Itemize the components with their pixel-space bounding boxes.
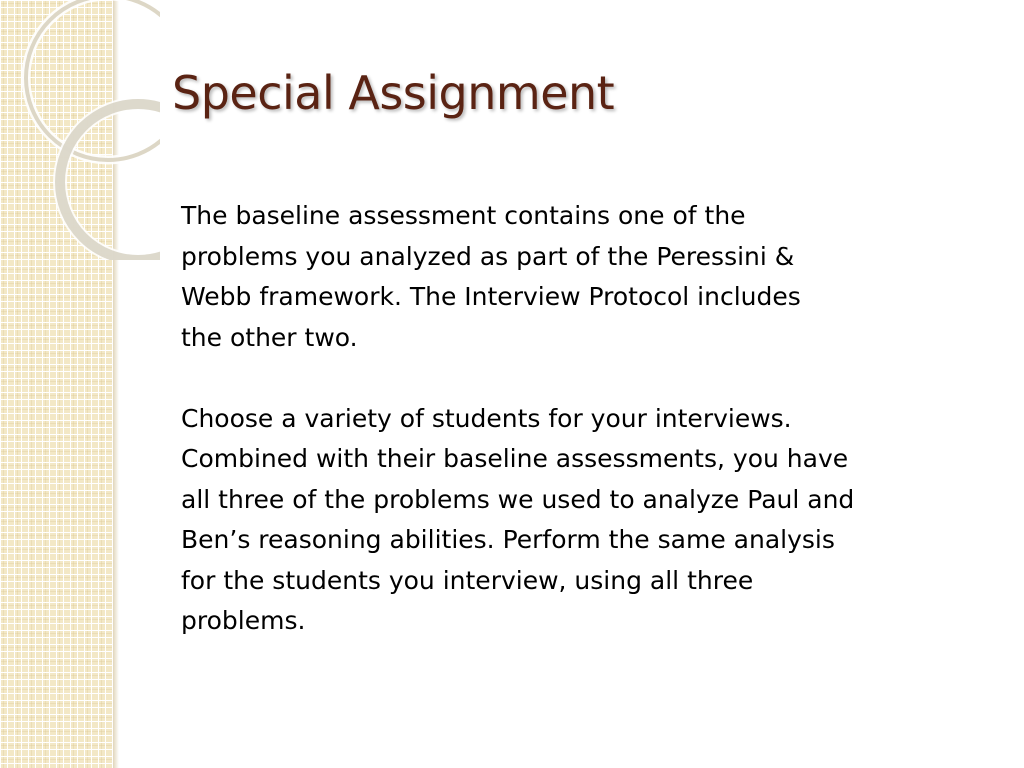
paragraph-baseline [181, 196, 951, 358]
slide-body [181, 196, 951, 642]
text-line: all three of the problems we used to analyze Paul and [181, 484, 855, 514]
paragraph-interviews [181, 399, 951, 642]
text-line: for the students you interview, using all three [181, 565, 754, 595]
slide-title: Special Assignment [172, 66, 615, 120]
text-line: Webb framework. The Interview Protocol includes [181, 282, 801, 311]
decorative-rings-icon [0, 0, 160, 260]
text-line: The baseline assessment contains one of the [181, 201, 746, 230]
text-line: the other two. [181, 322, 358, 352]
text-line: problems you analyzed as part of the Peressini & [181, 241, 795, 271]
text-line: problems. [181, 606, 306, 635]
text-line: Combined with their baseline assessments, you have [181, 444, 849, 473]
text-line: Choose a variety of students for your interviews. [181, 403, 792, 433]
text-line: Ben’s reasoning abilities. Perform the same analysis [181, 525, 835, 554]
paragraph-spacer [181, 358, 951, 399]
